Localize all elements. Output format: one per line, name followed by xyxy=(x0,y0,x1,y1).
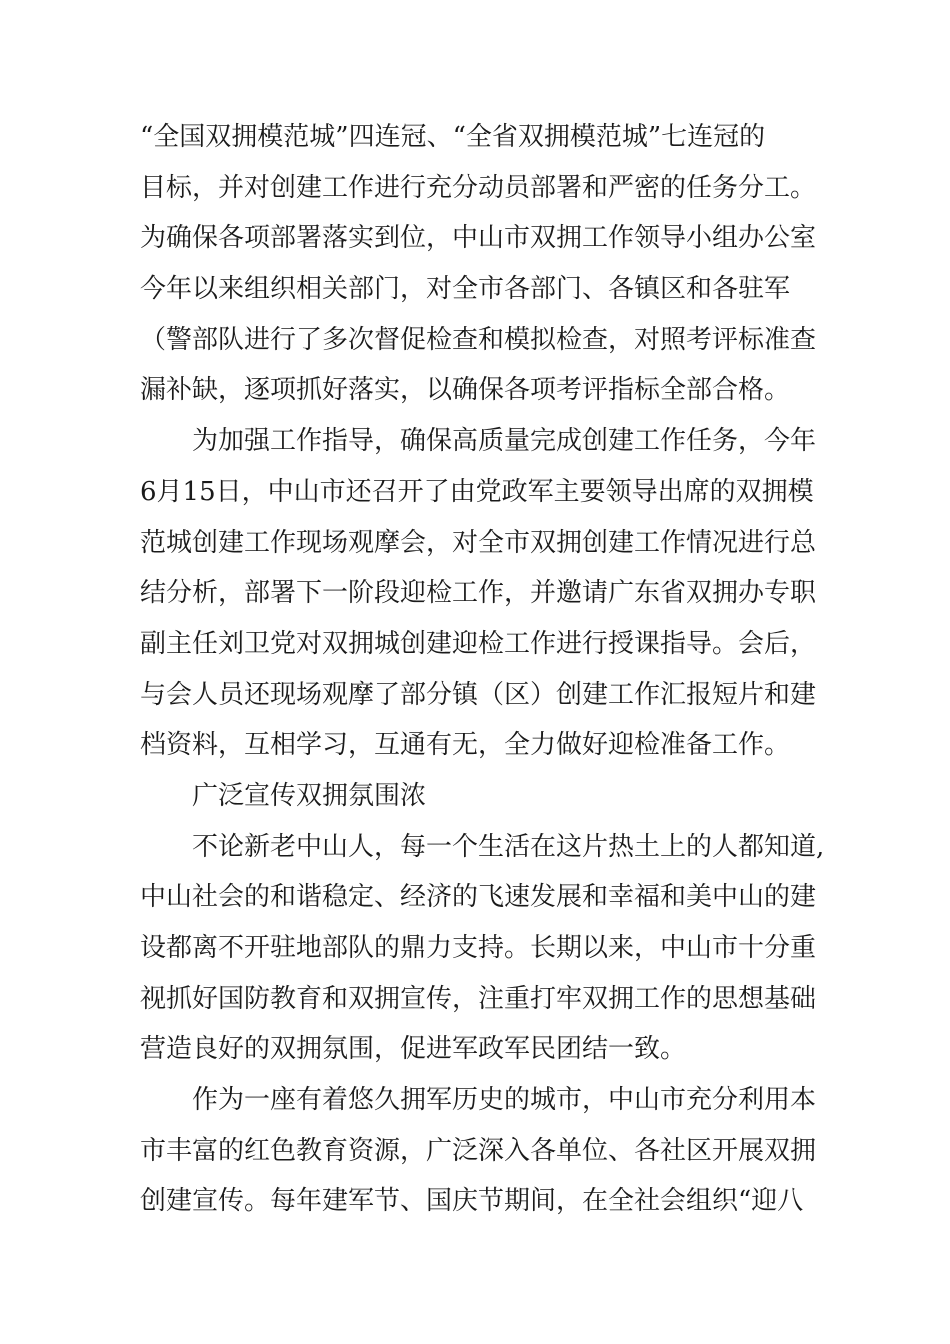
text-line: 结分析，部署下一阶段迎检工作，并邀请广东省双拥办专职 xyxy=(140,578,817,609)
section-heading: 广泛宣传双拥氛围浓 xyxy=(140,780,427,811)
text-line: 副主任刘卫党对双拥城创建迎检工作进行授课指导。会后， xyxy=(140,628,817,659)
text-line: 中山社会的和谐稳定、经济的飞速发展和幸福和美中山的建 xyxy=(140,882,817,913)
text-line: 不论新老中山人，每一个生活在这片热土上的人都知道, xyxy=(140,831,825,862)
text-line: 档资料，互相学习，互通有无，全力做好迎检准备工作。 xyxy=(140,730,791,761)
text-line: 目标，并对创建工作进行充分动员部署和严密的任务分工。 xyxy=(140,172,817,203)
text-line: 营造良好的双拥氛围，促进军政军民团结一致。 xyxy=(140,1034,687,1065)
text-line: 范城创建工作现场观摩会，对全市双拥创建工作情况进行总 xyxy=(140,527,817,558)
text-line: 6月15日，中山市还召开了由党政军主要领导出席的双拥模 xyxy=(140,476,814,507)
body-text xyxy=(140,112,825,1227)
text-line: 设都离不开驻地部队的鼎力支持。长期以来，中山市十分重 xyxy=(140,933,817,963)
text-line: 为确保各项部署落实到位，中山市双拥工作领导小组办公室 xyxy=(140,223,817,254)
text-line: 今年以来组织相关部门，对全市各部门、各镇区和各驻军 xyxy=(140,274,791,305)
text-line: 市丰富的红色教育资源，广泛深入各单位、各社区开展双拥 xyxy=(140,1135,817,1166)
text-line: 创建宣传。每年建军节、国庆节期间，在全社会组织“迎八 xyxy=(140,1186,804,1217)
text-line: 与会人员还现场观摩了部分镇（区）创建工作汇报短片和建 xyxy=(140,679,817,710)
text-line: 作为一座有着悠久拥军历史的城市，中山市充分利用本 xyxy=(140,1085,817,1116)
text-line: 为加强工作指导，确保高质量完成创建工作任务，今年 xyxy=(140,426,817,457)
text-line: （警部队进行了多次督促检查和模拟检查，对照考评标准查 xyxy=(140,324,817,355)
text-line: 漏补缺，逐项抓好落实，以确保各项考评指标全部合格。 xyxy=(140,375,791,406)
text-line: “全国双拥模范城”四连冠、“全省双拥模范城”七连冠的 xyxy=(140,122,766,152)
text-line: 视抓好国防教育和双拥宣传，注重打牢双拥工作的思想基础 xyxy=(140,983,817,1014)
